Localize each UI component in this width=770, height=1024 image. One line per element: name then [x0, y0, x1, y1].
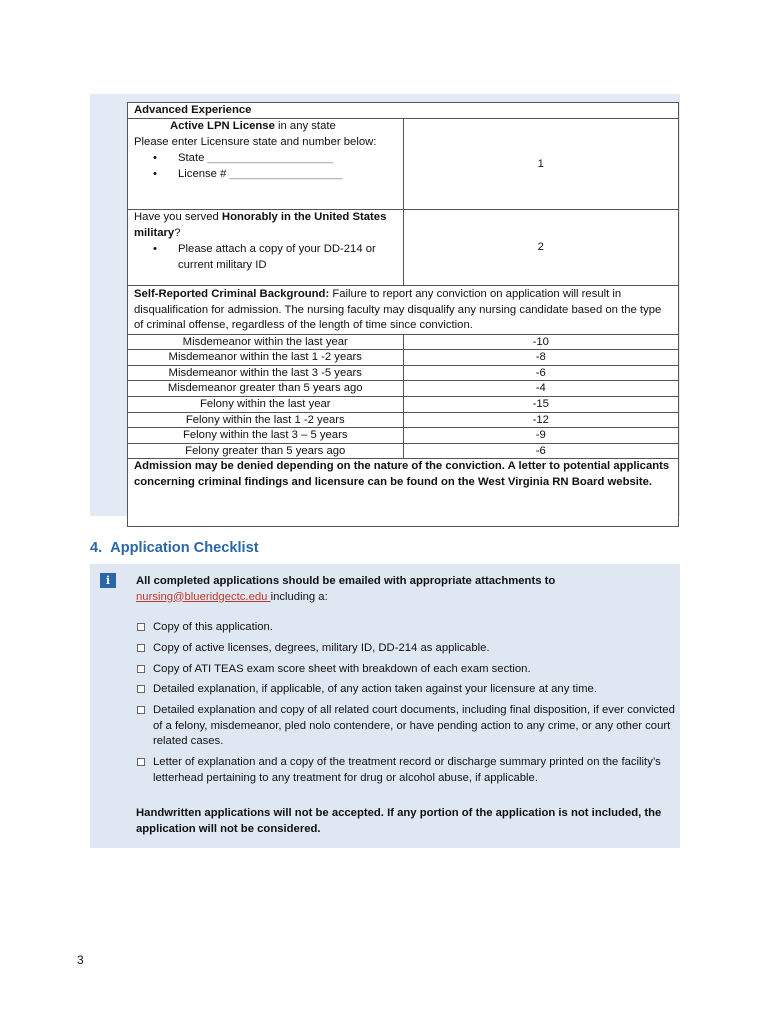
criminal-footer: Admission may be denied depending on the nature of the conviction. A letter to potential applicants concerning criminal findings and licensure can be found on the West Virginia RN Board website. — [128, 459, 679, 527]
checklist-item-text: Copy of this application. — [153, 621, 273, 633]
criminal-row — [128, 350, 679, 366]
checklist-intro — [136, 574, 666, 605]
offense-score: -6 — [403, 443, 679, 459]
criminal-row — [128, 428, 679, 444]
criminal-row — [128, 365, 679, 381]
checkbox[interactable] — [137, 685, 145, 693]
offense-score: -12 — [403, 412, 679, 428]
page-number: 3 — [77, 953, 84, 967]
info-icon: i — [100, 573, 116, 588]
offense-score: -4 — [403, 381, 679, 397]
handwritten-note: Handwritten applications will not be accepted. If any portion of the application is not included, the application will not be considered. — [136, 807, 662, 835]
lpn-instruction: Please enter Licensure state and number below: — [134, 135, 377, 148]
criminal-row — [128, 334, 679, 350]
section-title: Application Checklist — [110, 540, 259, 556]
offense-score: -15 — [403, 397, 679, 413]
checkbox[interactable] — [137, 706, 145, 714]
lpn-description — [128, 119, 404, 210]
checklist-item — [136, 662, 676, 678]
lpn-score: 1 — [403, 119, 679, 210]
offense-label: Felony within the last 3 – 5 years — [128, 428, 404, 444]
offense-label: Felony within the last year — [128, 397, 404, 413]
military-description — [128, 210, 404, 286]
offense-label: Felony within the last 1 -2 years — [128, 412, 404, 428]
offense-label: Felony greater than 5 years ago — [128, 443, 404, 459]
military-bullets — [134, 242, 397, 273]
checklist-item-text: Copy of active licenses, degrees, military ID, DD-214 as applicable. — [153, 641, 490, 654]
military-row — [128, 210, 679, 286]
military-question: Have you served Honorably in the United States military? — [134, 211, 387, 239]
offense-score: -6 — [403, 365, 679, 381]
offense-score: -10 — [403, 334, 679, 350]
table-header-row — [128, 103, 679, 119]
criminal-header: Self-Reported Criminal Background: Failure to report any conviction on application will result in disqualification for admission. The nursing faculty may disqualify any nursing candidate based on the type of criminal offense, regardless of the length of time since conviction. — [128, 286, 679, 334]
section-number: 4. — [90, 540, 103, 556]
criminal-row — [128, 381, 679, 397]
state-field[interactable]: • State ____________________ — [134, 151, 397, 166]
checklist-item — [136, 641, 676, 657]
checkbox[interactable] — [137, 665, 145, 673]
criminal-footer-row — [128, 459, 679, 527]
offense-label: Misdemeanor within the last 3 -5 years — [128, 365, 404, 381]
email-link[interactable]: nursing@blueridgectc.edu — [136, 590, 271, 603]
checklist-item-text: Copy of ATI TEAS exam score sheet with breakdown of each exam section. — [153, 662, 531, 675]
license-field[interactable]: • License # __________________ — [134, 167, 397, 182]
checklist-items — [136, 620, 676, 791]
checkbox[interactable] — [137, 623, 145, 631]
criminal-row — [128, 443, 679, 459]
offense-score: -8 — [403, 350, 679, 366]
checklist-item-text: Letter of explanation and a copy of the treatment record or discharge summary printed on the facility’s letterhead pertaining to any treatment for drug or alcohol abuse, if applicable. — [153, 756, 661, 784]
lpn-fields — [134, 151, 397, 182]
lpn-title: Active LPN License in any state — [170, 120, 336, 133]
checklist-item-text: Detailed explanation, if applicable, of any action taken against your licensure at any time. — [153, 683, 597, 696]
checklist-item — [136, 755, 676, 786]
criminal-row — [128, 397, 679, 413]
criminal-row — [128, 412, 679, 428]
lpn-row — [128, 119, 679, 210]
military-bullet: • Please attach a copy of your DD-214 or current military ID — [134, 242, 397, 273]
checklist-item — [136, 703, 676, 750]
offense-label: Misdemeanor within the last 1 -2 years — [128, 350, 404, 366]
checkbox[interactable] — [137, 644, 145, 652]
checklist-item-text: Detailed explanation and copy of all related court documents, including final disposition, if ever convicted of a felony, misdemeanor, pled nolo contendere, or have pending action to any crime, or any other court related cases. — [153, 704, 675, 748]
military-score: 2 — [403, 210, 679, 286]
offense-label: Misdemeanor greater than 5 years ago — [128, 381, 404, 397]
offense-label: Misdemeanor within the last year — [128, 334, 404, 350]
intro-lead: All completed applications should be emailed with appropriate attachments to — [136, 575, 556, 587]
section-heading — [90, 540, 259, 556]
offense-score: -9 — [403, 428, 679, 444]
intro-tail: including a: — [270, 590, 328, 603]
scoring-table — [127, 102, 679, 527]
checkbox[interactable] — [137, 758, 145, 766]
advanced-experience-header: Advanced Experience — [128, 103, 679, 119]
checklist-item — [136, 682, 676, 698]
checklist-item — [136, 620, 676, 636]
criminal-header-row — [128, 286, 679, 334]
